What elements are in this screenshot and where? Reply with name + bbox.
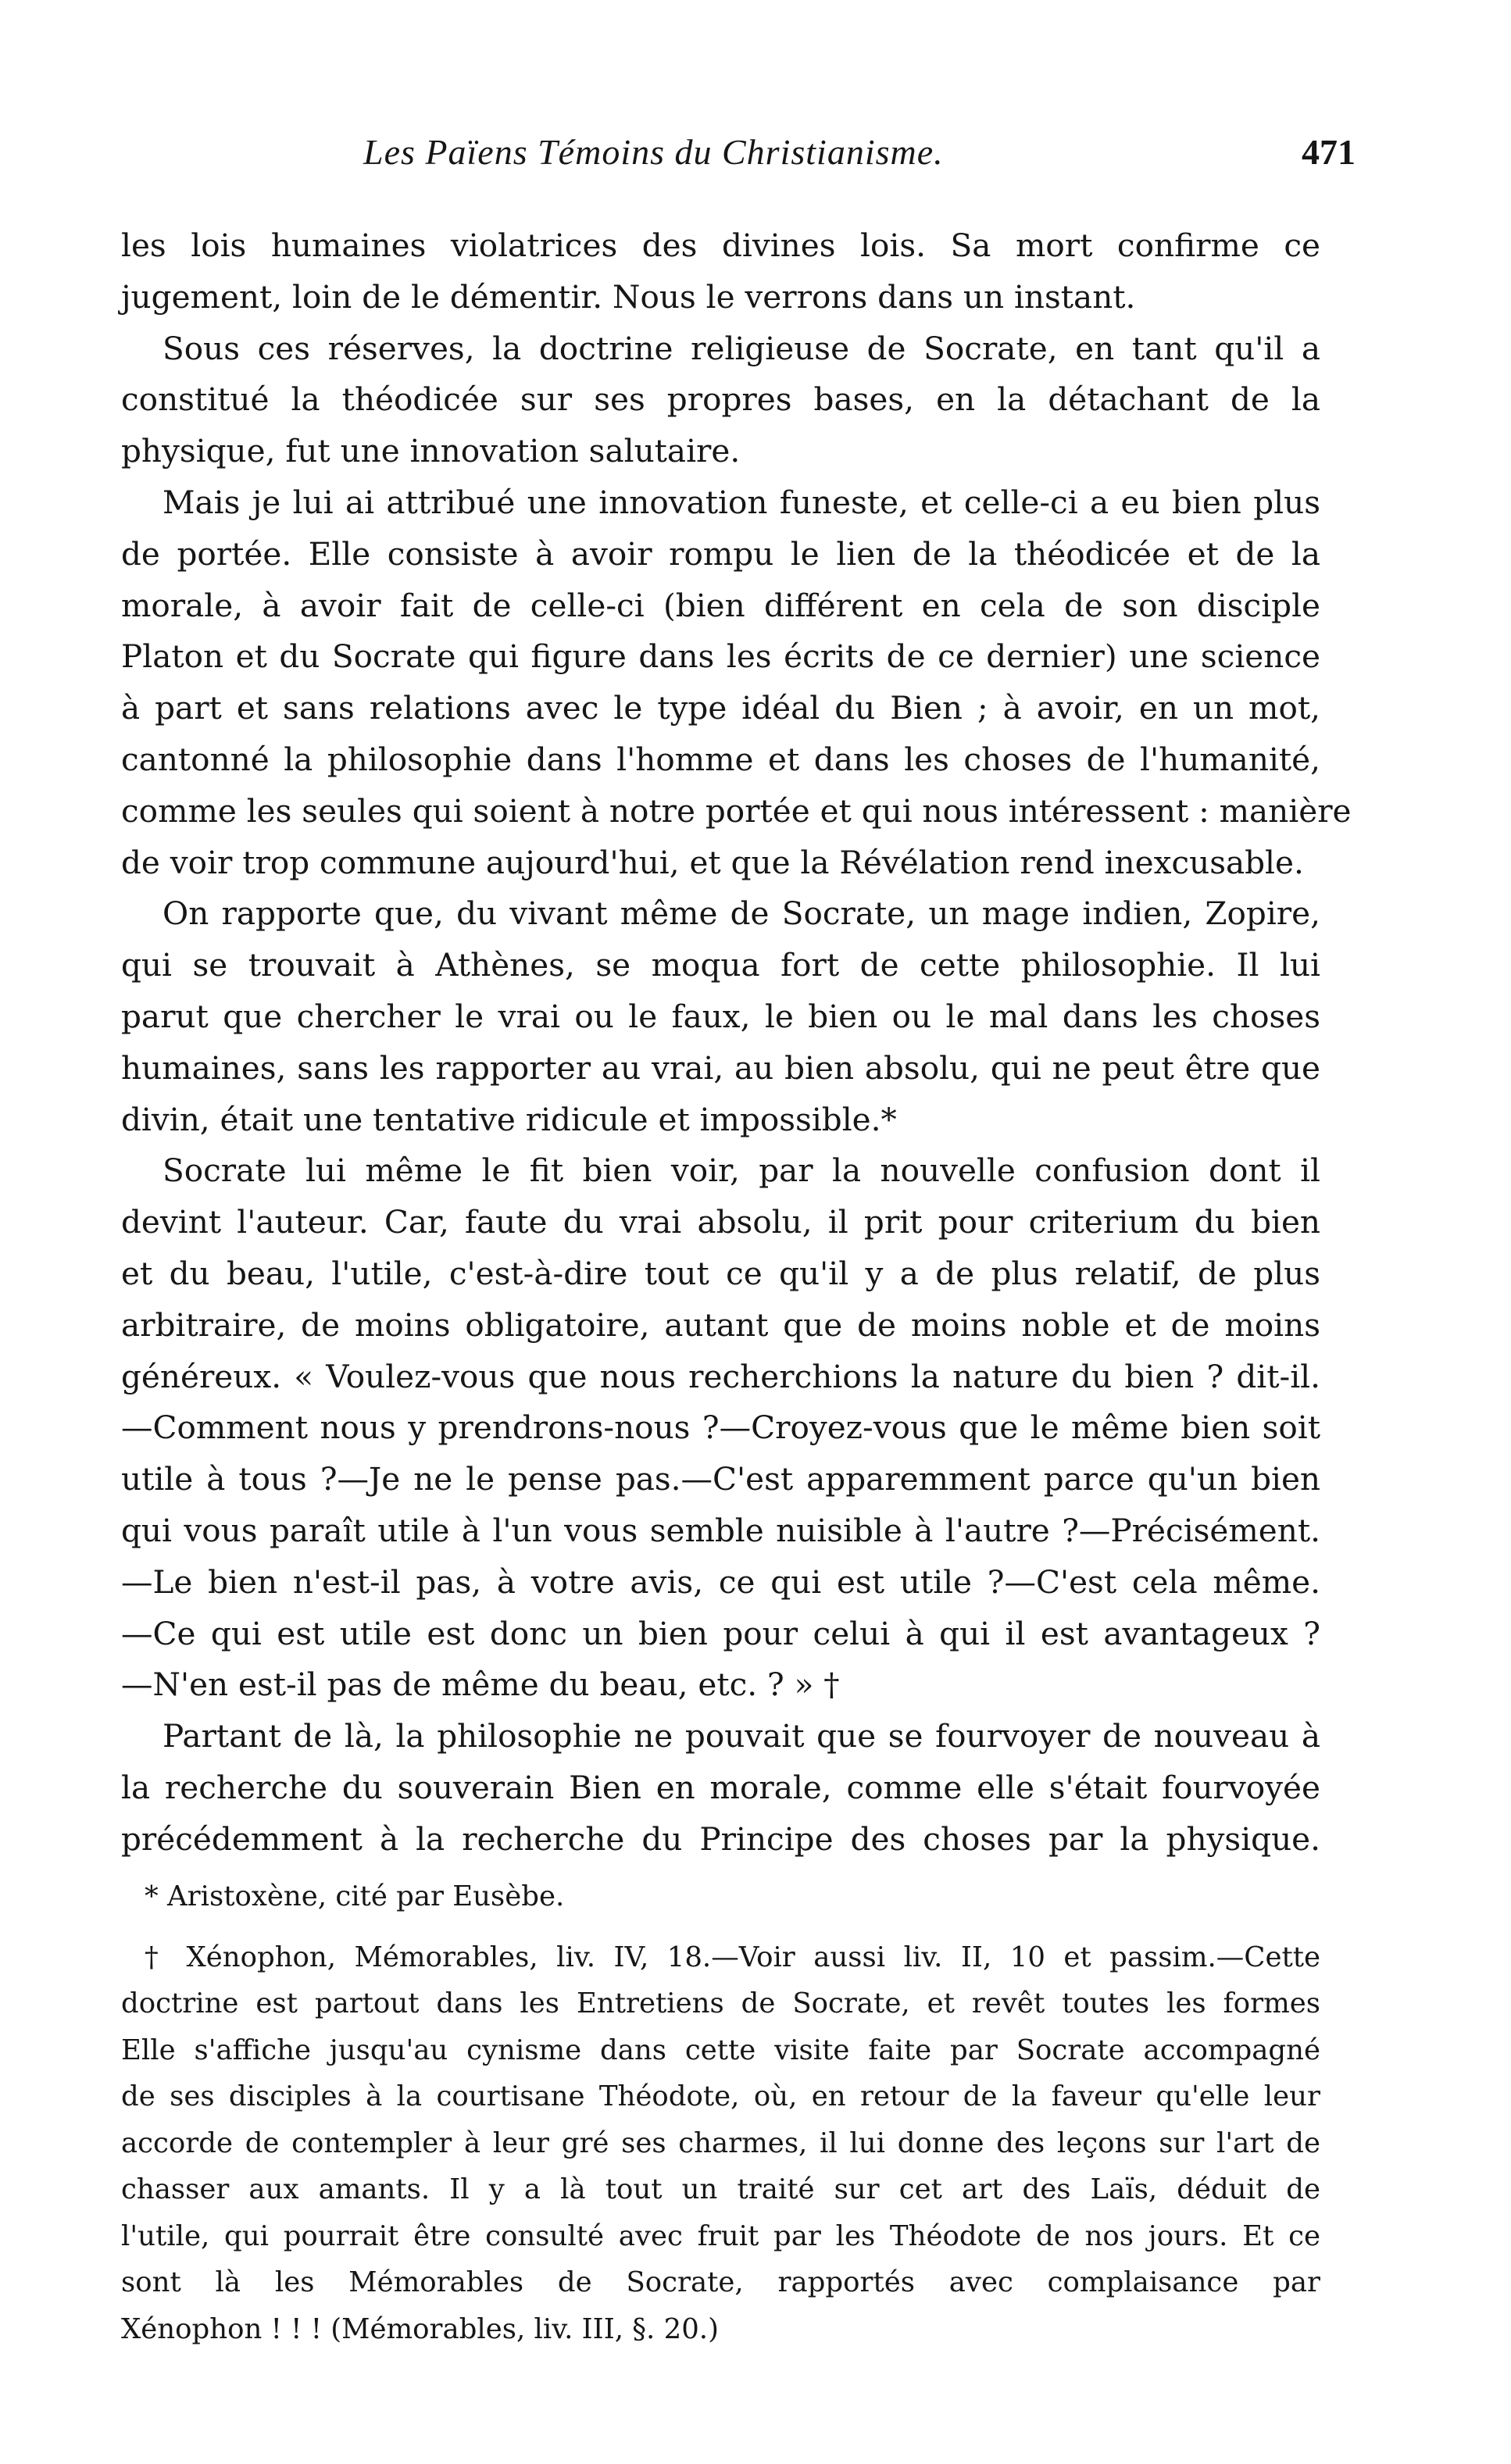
text-line: cantonné la philosophie dans l'homme et dans les choses de l'humanité, (121, 740, 1320, 778)
text-line: arbitraire, de moins obligatoire, autant que de moins noble et de moins (121, 1305, 1320, 1344)
text-line: Platon et du Socrate qui figure dans les écrits de ce dernier) une science (121, 637, 1320, 676)
text-line: —Comment nous y prendrons-nous ?—Croyez-vous que le même bien soit (121, 1409, 1320, 1447)
footnote-line: doctrine est partout dans les Entretiens de Socrate, et revêt toutes les formes (121, 1987, 1320, 2019)
text-line: de portée. Elle consiste à avoir rompu le lien de la théodicée et de la (121, 534, 1320, 573)
text-line: morale, à avoir fait de celle-ci (bien différent en cela de son disciple (121, 586, 1320, 624)
main-text (121, 220, 1352, 1866)
footnote-line: Xénophon ! ! ! (Mémorables, liv. III, §. 20.) (121, 2312, 719, 2345)
text-line: qui vous paraît utile à l'un vous semble nuisible à l'autre ?—Précisément. (121, 1511, 1320, 1549)
text-line: et du beau, l'utile, c'est-à-dire tout ce qu'il y a de plus relatif, de plus (121, 1254, 1320, 1292)
text-line: la recherche du souverain Bien en morale, comme elle s'était fourvoyée (121, 1768, 1320, 1806)
text-line: Sous ces réserves, la doctrine religieuse de Socrate, en tant qu'il a (163, 329, 1320, 367)
footnote-line: l'utile, qui pourrait être consulté avec fruit par les Théodote de nos jours. Et ce (121, 2219, 1320, 2252)
text-line: qui se trouvait à Athènes, se moqua fort de cette philosophie. Il lui (121, 946, 1320, 984)
text-line: constitué la théodicée sur ses propres bases, en la détachant de la (121, 380, 1320, 419)
text-line: physique, fut une innovation salutaire. (121, 432, 741, 470)
footnote-line: de ses disciples à la courtisane Théodote, où, en retour de la faveur qu'elle leur (121, 2080, 1320, 2112)
text-line: On rapporte que, du vivant même de Socrate, un mage indien, Zopire, (163, 895, 1320, 933)
footnote-line: * Aristoxène, cité par Eusèbe. (145, 1880, 565, 1912)
text-line: de voir trop commune aujourd'hui, et que la Révélation rend inexcusable. (121, 843, 1304, 881)
text-line: à part et sans relations avec le type idéal du Bien ; à avoir, en un mot, (121, 689, 1320, 727)
text-line: devint l'auteur. Car, faute du vrai absolu, il prit pour criterium du bien (121, 1203, 1320, 1241)
text-line: utile à tous ?—Je ne le pense pas.—C'est apparemment parce qu'un bien (121, 1460, 1320, 1498)
text-line: parut que chercher le vrai ou le faux, le bien ou le mal dans les choses (121, 997, 1320, 1035)
text-line: jugement, loin de le démentir. Nous le verrons dans un instant. (121, 277, 1136, 316)
text-line: Mais je lui ai attribué une innovation funeste, et celle-ci a eu bien plus (163, 483, 1320, 521)
footnote-aristoxene (121, 1873, 1320, 1920)
text-line: généreux. « Voulez-vous que nous recherchions la nature du bien ? dit-il. (121, 1357, 1320, 1395)
text-line: —Ce qui est utile est donc un bien pour celui à qui il est avantageux ? (121, 1614, 1320, 1652)
footnote-line: † Xénophon, Mémorables, liv. IV, 18.—Voir aussi liv. II, 10 et passim.—Cette (145, 1941, 1320, 1973)
footnotes (121, 1873, 1320, 2366)
page-number: 471 (1302, 132, 1356, 172)
text-line: Socrate lui même le fit bien voir, par la nouvelle confusion dont il (163, 1152, 1320, 1190)
footnote-xenophon (121, 1934, 1320, 2353)
text-line: —N'en est-il pas de même du beau, etc. ? » † (121, 1666, 840, 1704)
footnote-line: accorde de contempler à leur gré ses charmes, il lui donne des leçons sur l'art de (121, 2127, 1320, 2159)
running-head (121, 131, 1356, 186)
text-line: divin, était une tentative ridicule et impossible.* (121, 1100, 897, 1138)
text-line: Partant de là, la philosophie ne pouvait que se fourvoyer de nouveau à (163, 1717, 1320, 1755)
text-line: précédemment à la recherche du Principe des choses par la physique. (121, 1819, 1320, 1858)
text-line: les lois humaines violatrices des divines lois. Sa mort confirme ce (121, 227, 1320, 264)
running-title: Les Païens Témoins du Christianisme. (363, 132, 944, 172)
footnote-line: sont là les Mémorables de Socrate, rapportés avec complaisance par (121, 2266, 1320, 2298)
text-line: comme les seules qui soient à notre portée et qui nous intéressent : manière (121, 791, 1352, 830)
text-line: humaines, sans les rapporter au vrai, au bien absolu, qui ne peut être que (121, 1048, 1320, 1087)
footnote-line: chasser aux amants. Il y a là tout un traité sur cet art des Laïs, déduit de (121, 2173, 1320, 2205)
text-line: —Le bien n'est-il pas, à votre avis, ce qui est utile ?—C'est cela même. (121, 1562, 1320, 1601)
footnote-line: Elle s'affiche jusqu'au cynisme dans cette visite faite par Socrate accompagné (121, 2034, 1320, 2066)
